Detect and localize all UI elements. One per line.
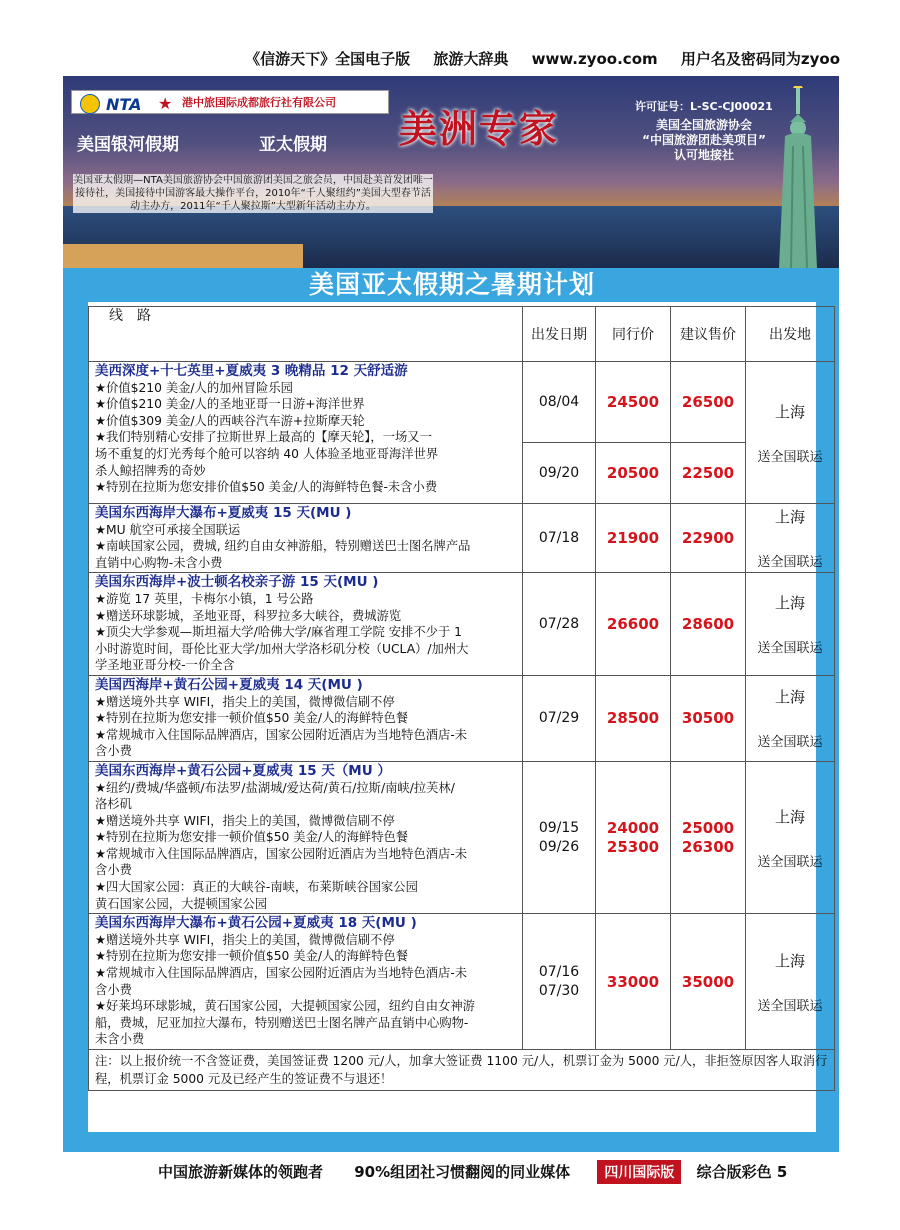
sun-logo-icon (80, 94, 100, 114)
route-feature: 学圣地亚哥分校-一价全含 (95, 658, 235, 673)
header-route: 线 路 (89, 307, 523, 362)
departure-city: 上海 (774, 402, 805, 421)
route-feature: 小时游览时间，哥伦比亚大学/加州大学洛杉矶分校（UCLA）/加州大 (95, 641, 469, 656)
departure-cell (746, 504, 835, 573)
route-feature: ★常规城市入住国际品牌酒店，国家公园附近酒店为当地特色酒店-未 (95, 966, 468, 981)
route-feature: ★纽约/费城/华盛顿/布法罗/盐湖城/爱达荷/黄石/拉斯/南峡/拉芙林/ (95, 780, 455, 795)
route-feature: ★特别在拉斯为您安排一顿价值$50 美金/人的海鲜特色餐 (95, 711, 409, 726)
trade-price-cell: 20500 (596, 443, 671, 504)
departure-cell (746, 362, 835, 504)
date-value: 07/16 (538, 963, 580, 980)
route-feature: ★顶尖大学参观—斯坦福大学/哈佛大学/麻省理工学院 安排不少于 1 (95, 625, 462, 640)
route-feature: 洛杉矶 (95, 797, 132, 812)
retail-price-cell: 35000 (671, 914, 746, 1050)
route-feature: 场不重复的灯光秀每个舱可以容纳 40 人体验圣地亚哥海洋世界 (95, 446, 439, 461)
top-header (0, 48, 840, 69)
route-cell (89, 761, 523, 913)
route-feature: ★好莱坞环球影城，黄石国家公园，大提顿国家公园，纽约自由女神游 (95, 999, 475, 1014)
date-value: 09/26 (538, 838, 580, 855)
retail-price-cell: 28600 (671, 573, 746, 676)
note-row (89, 1050, 835, 1091)
nta-logo: NTA (106, 95, 142, 114)
table-row (89, 914, 835, 1050)
route-feature: 含小费 (95, 744, 132, 759)
edition-badge: 四川国际版 (597, 1160, 681, 1184)
departure-city: 上海 (774, 951, 805, 970)
asia-logo (259, 130, 389, 160)
route-title: 美国东西海岸大瀑布+黄石公园+夏威夷 18 天(MU ) (95, 915, 417, 932)
route-feature: ★游览 17 英里，卡梅尔小镇，1 号公路 (95, 591, 314, 606)
route-feature: ★常规城市入住国际品牌酒店，国家公园附近酒店为当地特色酒店-未 (95, 846, 468, 861)
table-header-row (89, 307, 835, 362)
route-feature: ★价值$210 美金/人的加州冒险乐园 (95, 380, 293, 395)
route-feature: ★四大国家公园：真正的大峡谷-南峡，布莱斯峡谷国家公园 (95, 880, 418, 895)
table-row (89, 504, 835, 573)
header-date: 出发日期 (523, 307, 596, 362)
departure-city: 上海 (774, 594, 805, 613)
login-note: 用户名及密码同为zyoo (680, 50, 840, 68)
footer (158, 1160, 787, 1184)
partner-logo-strip (71, 90, 389, 114)
retail-price-cell (671, 761, 746, 913)
departure-note: 送全国联运 (757, 998, 823, 1014)
route-feature: ★常规城市入住国际品牌酒店，国家公园附近酒店为当地特色酒店-未 (95, 727, 468, 742)
route-cell (89, 362, 523, 504)
price-value: 25000 (681, 818, 735, 837)
license-number: 许可证号：L-SC-CJ00021 (635, 100, 773, 113)
partner-name: 港中旅国际成都旅行社有限公司 (182, 96, 336, 109)
table-row (89, 675, 835, 761)
dictionary-label: 旅游大辞典 (433, 50, 509, 68)
page-label: 综合版彩色 5 (696, 1163, 788, 1181)
association-line: “中国旅游团赴美项目” (642, 133, 766, 147)
date-cell: 07/18 (523, 504, 596, 573)
departure-city: 上海 (774, 807, 805, 826)
retail-price-cell: 22900 (671, 504, 746, 573)
footer-slogan: 中国旅游新媒体的领跑者 (158, 1163, 324, 1181)
price-value: 26300 (681, 837, 735, 856)
table-row (89, 362, 835, 443)
route-cell (89, 504, 523, 573)
cts-logo-icon: ★ (158, 94, 173, 113)
departure-note: 送全国联运 (757, 555, 823, 571)
date-cell (523, 914, 596, 1050)
date-cell (523, 761, 596, 913)
route-feature: ★特别在拉斯为您安排价值$50 美金/人的海鲜特色餐-未含小费 (95, 480, 438, 495)
table-row (89, 573, 835, 676)
publication-name: 《信游天下》全国电子版 (245, 50, 411, 68)
route-cell (89, 914, 523, 1050)
departure-city: 上海 (774, 508, 805, 527)
route-feature: 未含小费 (95, 1032, 145, 1047)
route-feature: 直销中心购物-未含小费 (95, 555, 223, 570)
date-cell: 07/28 (523, 573, 596, 676)
brand-title: 美洲专家 (399, 106, 560, 151)
route-feature: ★赠送境外共享 WIFI，指尖上的美国，微博微信刷不停 (95, 932, 395, 947)
date-value: 07/30 (538, 982, 580, 999)
date-value: 09/15 (538, 819, 580, 836)
departure-note: 送全国联运 (757, 641, 823, 657)
date-cell: 08/04 (523, 362, 596, 443)
trade-price-cell (596, 761, 671, 913)
departure-note: 送全国联运 (757, 735, 823, 751)
route-feature: ★特别在拉斯为您安排一顿价值$50 美金/人的海鲜特色餐 (95, 830, 409, 845)
asia-logo-text: 亚太假期 (259, 135, 327, 155)
route-feature: ★特别在拉斯为您安排一顿价值$50 美金/人的海鲜特色餐 (95, 949, 409, 964)
route-feature: ★赠送境外共享 WIFI，指尖上的美国，微博微信刷不停 (95, 694, 395, 709)
price-value: 25300 (606, 837, 660, 856)
company-intro: 美国亚太假期—NTA美国旅游协会中国旅游团美国之旅会员，中国赴美首发团唯一接待社，美国接待中国游客最大操作平台，2010年“千人聚纽约”美国大型春节活动主办方，2011年“千人聚拉斯”大型新年活动主办方。 (73, 175, 433, 212)
route-feature: ★价值$309 美金/人的西峡谷汽车游+拉斯摩天轮 (95, 413, 365, 428)
route-feature: 船，费城，尼亚加拉大瀑布，特别赠送巴士图名牌产品直销中心购物- (95, 1015, 469, 1030)
route-cell (89, 573, 523, 676)
table-row (89, 761, 835, 913)
route-feature: ★赠送环球影城，圣地亚哥，科罗拉多大峡谷，费城游览 (95, 608, 402, 623)
itinerary-panel (88, 268, 828, 1132)
statue-of-liberty-icon (763, 86, 833, 268)
route-title: 美国东西海岸大瀑布+夏威夷 15 天(MU ) (95, 505, 352, 521)
panel-title: 美国亚太假期之暑期计划 (88, 268, 816, 302)
route-feature: 杀人鲸招牌秀的奇妙 (95, 463, 206, 478)
website-link[interactable]: www.zyoo.com (531, 50, 658, 68)
route-feature: 含小费 (95, 863, 132, 878)
itinerary-table (88, 306, 835, 1091)
route-title: 美国东西海岸+黄石公园+夏威夷 15 天（MU ） (95, 762, 391, 779)
route-title: 美国西海岸+黄石公园+夏威夷 14 天(MU ) (95, 676, 363, 693)
departure-cell (746, 573, 835, 676)
trade-price-cell: 28500 (596, 675, 671, 761)
price-value: 24000 (606, 818, 660, 837)
header-departure: 出发地 (746, 307, 835, 362)
route-feature: 黄石国家公园，大提顿国家公园 (95, 896, 268, 911)
association-note (629, 118, 779, 163)
banner (63, 76, 839, 268)
route-feature: ★我们特别精心安排了拉斯世界上最高的【摩天轮】，一场又一 (95, 430, 432, 445)
harbor-shore (63, 244, 303, 268)
retail-price-cell: 26500 (671, 362, 746, 443)
route-cell (89, 675, 523, 761)
retail-price-cell: 30500 (671, 675, 746, 761)
footer-slogan: 90%组团社习惯翻阅的同业媒体 (354, 1163, 571, 1181)
route-title: 美西深度+十七英里+夏威夷 3 晚精品 12 天舒适游 (95, 363, 408, 379)
galaxy-logo (77, 130, 247, 160)
route-feature: ★价值$210 美金/人的圣地亚哥一日游+海洋世界 (95, 397, 365, 412)
header-trade-price: 同行价 (596, 307, 671, 362)
trade-price-cell: 21900 (596, 504, 671, 573)
retail-price-cell: 22500 (671, 443, 746, 504)
price-note: 注：以上报价统一不含签证费，美国签证费 1200 元/人，加拿大签证费 1100 元/人，机票订金为 5000 元/人，非拒签原因客人取消行程，机票订金 5000 元及已经产生的签证费不与退还！ (89, 1050, 835, 1091)
departure-note: 送全国联运 (757, 854, 823, 870)
route-title: 美国东西海岸+波士顿名校亲子游 15 天(MU ) (95, 574, 379, 591)
trade-price-cell: 24500 (596, 362, 671, 443)
date-cell: 07/29 (523, 675, 596, 761)
trade-price-cell: 33000 (596, 914, 671, 1050)
departure-cell (746, 761, 835, 913)
date-cell: 09/20 (523, 443, 596, 504)
route-feature: ★赠送境外共享 WIFI，指尖上的美国，微博微信刷不停 (95, 813, 395, 828)
galaxy-logo-text: 美国银河假期 (77, 135, 179, 155)
trade-price-cell: 26600 (596, 573, 671, 676)
departure-note: 送全国联运 (757, 449, 823, 465)
route-feature: ★MU 航空可承接全国联运 (95, 522, 241, 537)
association-line: 认可地接社 (673, 148, 734, 162)
departure-cell (746, 675, 835, 761)
header-retail-price: 建议售价 (671, 307, 746, 362)
departure-cell (746, 914, 835, 1050)
departure-city: 上海 (774, 688, 805, 707)
association-line: 美国全国旅游协会 (655, 118, 752, 132)
route-feature: 含小费 (95, 982, 132, 997)
route-feature: ★南峡国家公园，费城, 纽约自由女神游船，特别赠送巴士图名牌产品 (95, 539, 471, 554)
